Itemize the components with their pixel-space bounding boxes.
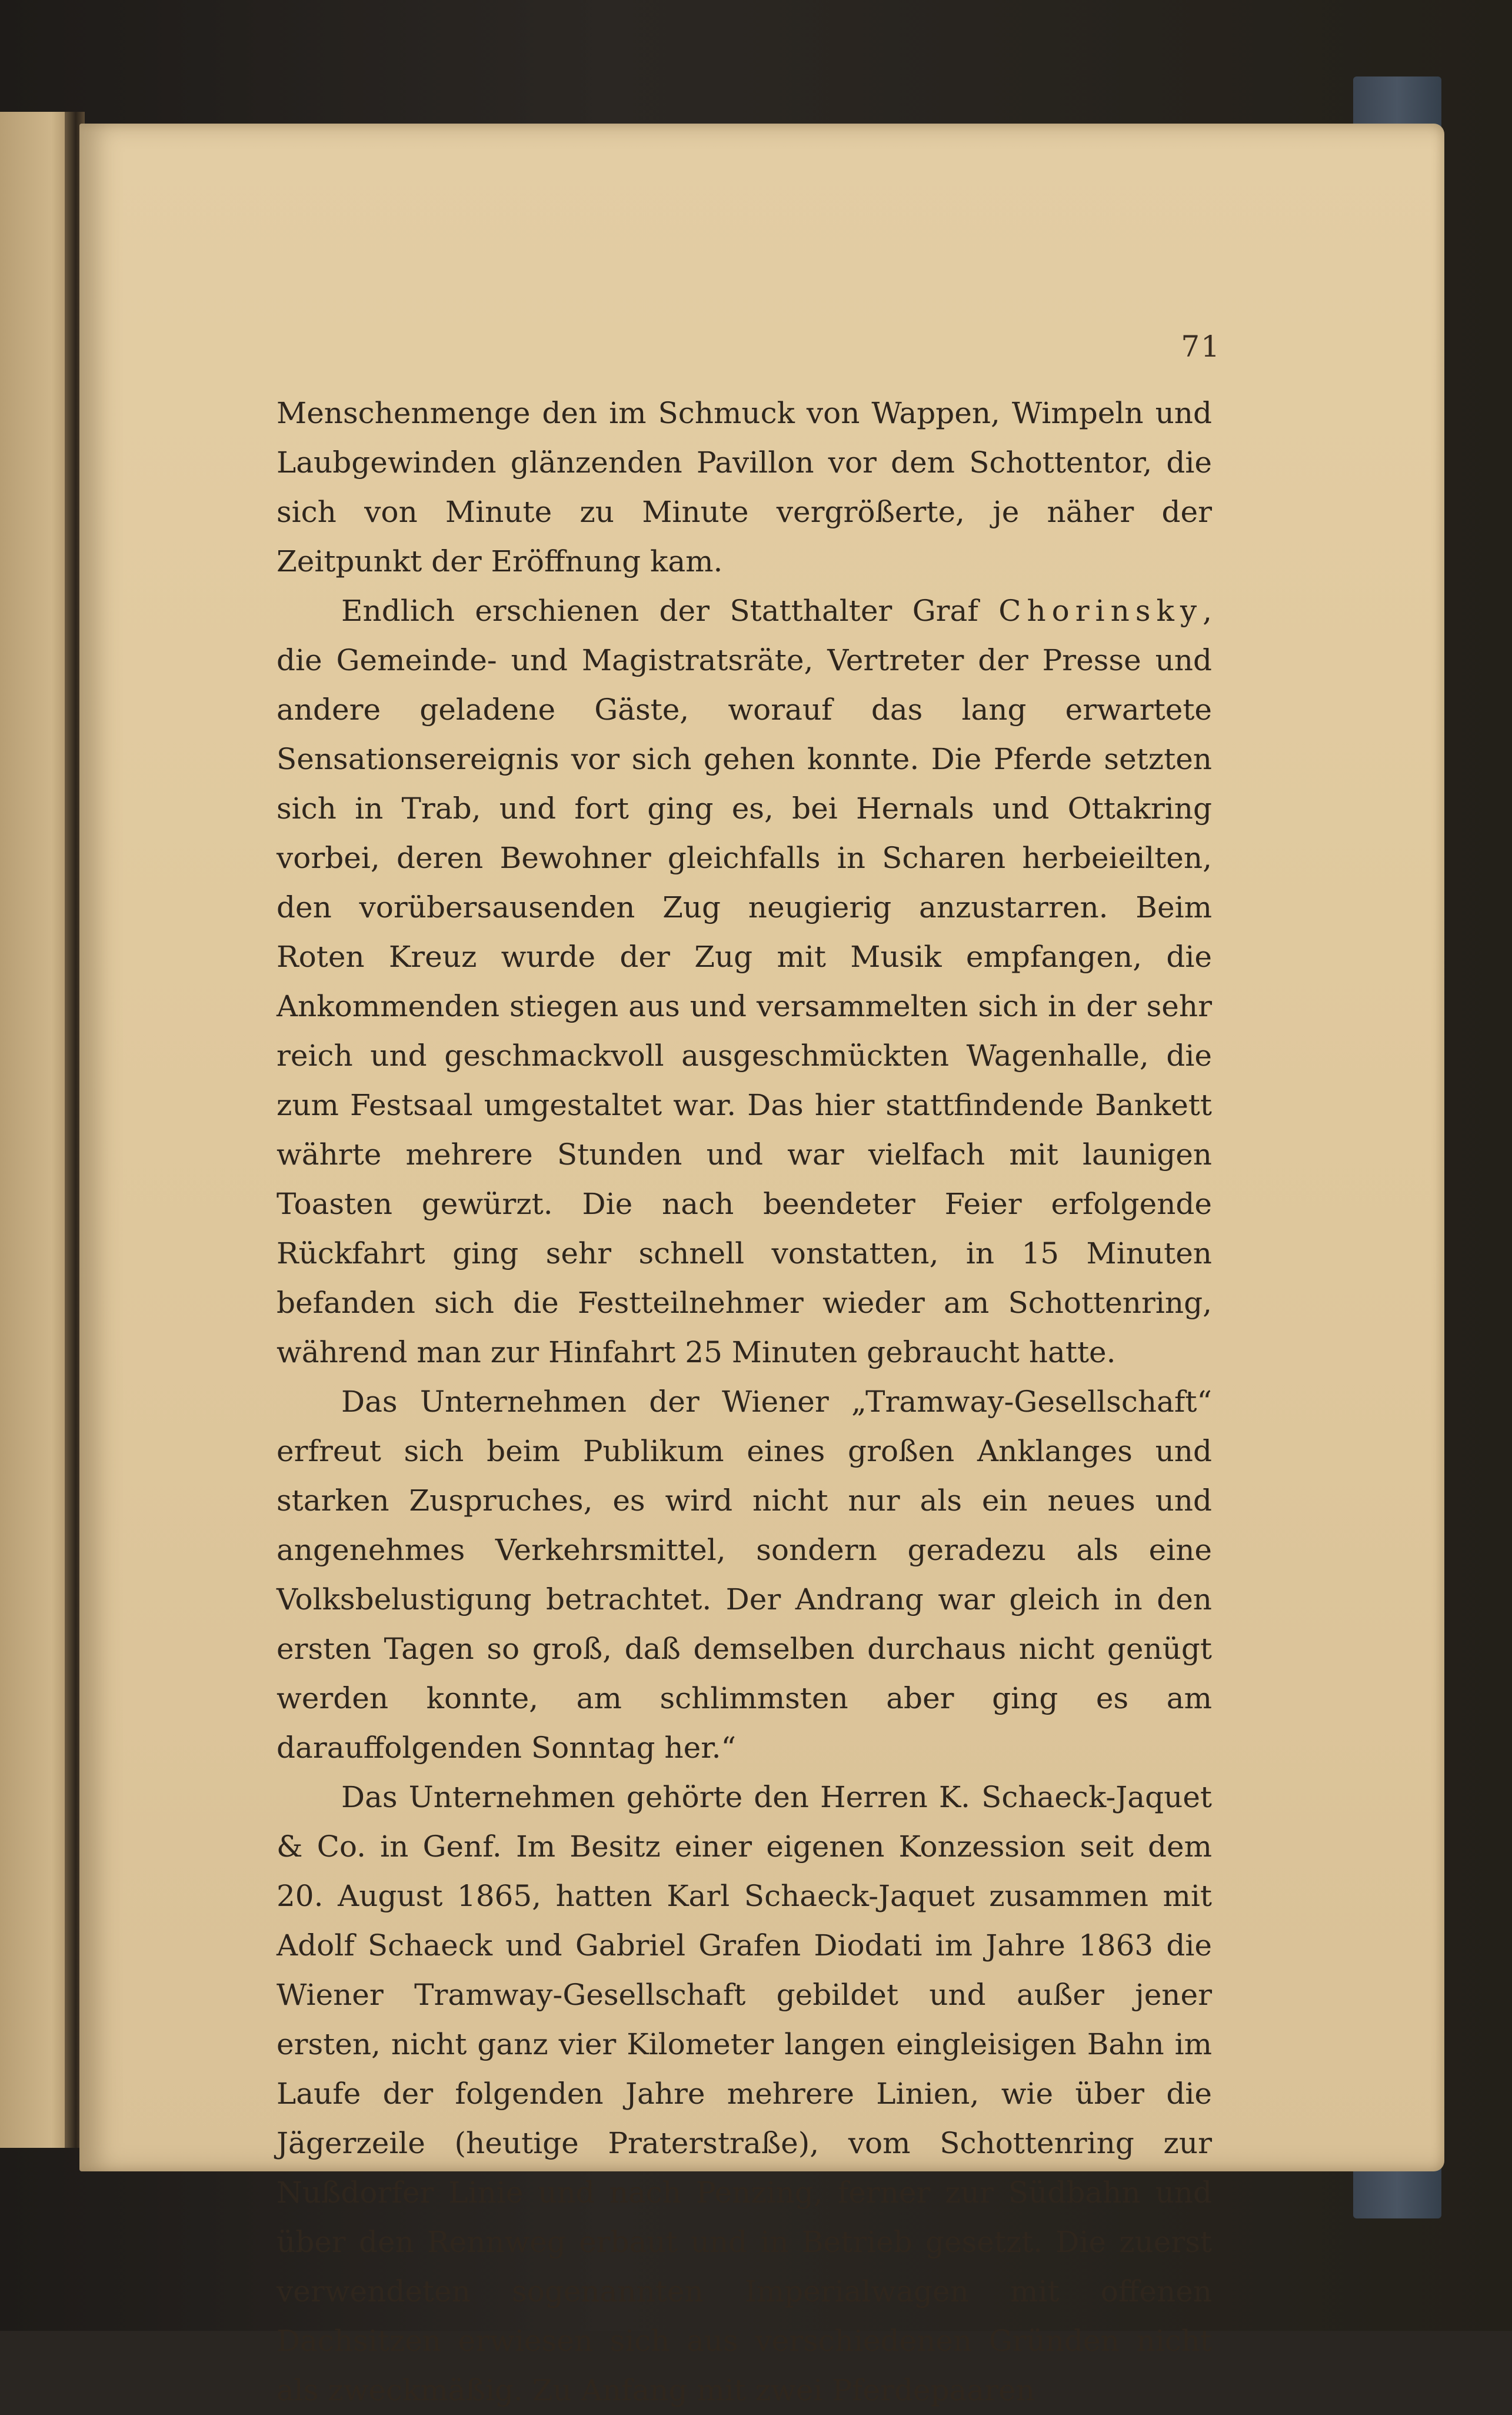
facing-page-edge (0, 112, 74, 2148)
body-text (277, 388, 1212, 2415)
paragraph-public-reception: Das Unternehmen der Wiener „Tramway-Gesellschaft“ erfreut sich beim Publikum eines großen Anklanges und starken Zuspruches, es wird nicht nur als ein neues und angenehmes Verkehrsmittel, sondern geradezu als eine Volksbelustigung betrachtet. Der Andrang war gleich in den ersten Tagen so groß, daß demselben durchaus nicht genügt werden konnte, am schlimmsten aber ging es am darauffolgenden Sonntag her.“ (277, 1385, 1212, 1765)
page-number: 71 (1181, 330, 1221, 364)
paragraph-text-start: Endlich erschienen der Statthalter Graf (341, 594, 999, 628)
paragraph-opening-ceremony (277, 586, 1212, 1377)
spaced-name: Chorinsky (998, 594, 1203, 628)
paragraph-continuation: Menschenmenge den im Schmuck von Wappen, Wimpeln und Laubgewinden glänzenden Pavillon vor dem Schottentor, die sich von Minute zu Minute vergrößerte, je näher der Zeitpunkt der Eröffnung kam. (277, 396, 1212, 578)
paragraph-text-rest: , die Gemeinde- und Magistratsräte, Vertreter der Presse und andere geladene Gäste, worauf das lang erwartete Sensationsereignis vor sich gehen konnte. Die Pferde setzten sich in Trab, und fort ging es, bei Hernals und Ottakring vorbei, deren Bewohner gleichfalls in Scharen herbeieilten, den vorübersausenden Zug neugierig anzustarren. Beim Roten Kreuz wurde der Zug mit Musik empfangen, die Ankommenden stiegen aus und versammelten sich in der sehr reich und geschmackvoll ausgeschmückten Wagenhalle, die zum Festsaal umgestaltet war. Das hier stattfindende Bankett währte mehrere Stunden und war vielfach mit launigen Toasten gewürzt. Die nach beendeter Feier erfolgende Rückfahrt ging sehr schnell vonstatten, in 15 Minuten befanden sich die Festteilnehmer wieder am Schottenring, während man zur Hinfahrt 25 Minuten gebraucht hatte. (277, 594, 1212, 1369)
paragraph-company-history: Das Unternehmen gehörte den Herren K. Schaeck-Jaquet & Co. in Genf. Im Besitz einer eigenen Konzession seit dem 20. August 1865, hatten Karl Schaeck-Jaquet zusammen mit Adolf Schaeck und Gabriel Grafen Diodati im Jahre 1863 die Wiener Tramway-Gesellschaft gebildet und außer jener ersten, nicht ganz vier Kilometer langen eingleisigen Bahn im Laufe der folgenden Jahre mehrere Linien, wie über die Jägerzeile (heutige Praterstraße), vom Schottenring zur Nußdorfer Linie und nach Penzing, ferner zur Südbahn und über den Rennweg erbaut und in Betrieb gesetzt. Die zuerst verwendeten sogenannten Imperialwagen mit offenen Dachsitzen erwiesen sich aus verschiedenen Gründen nicht als zweckmäßig. Zu Anfang mit zwei Pferdepaaren (277, 1780, 1212, 2407)
